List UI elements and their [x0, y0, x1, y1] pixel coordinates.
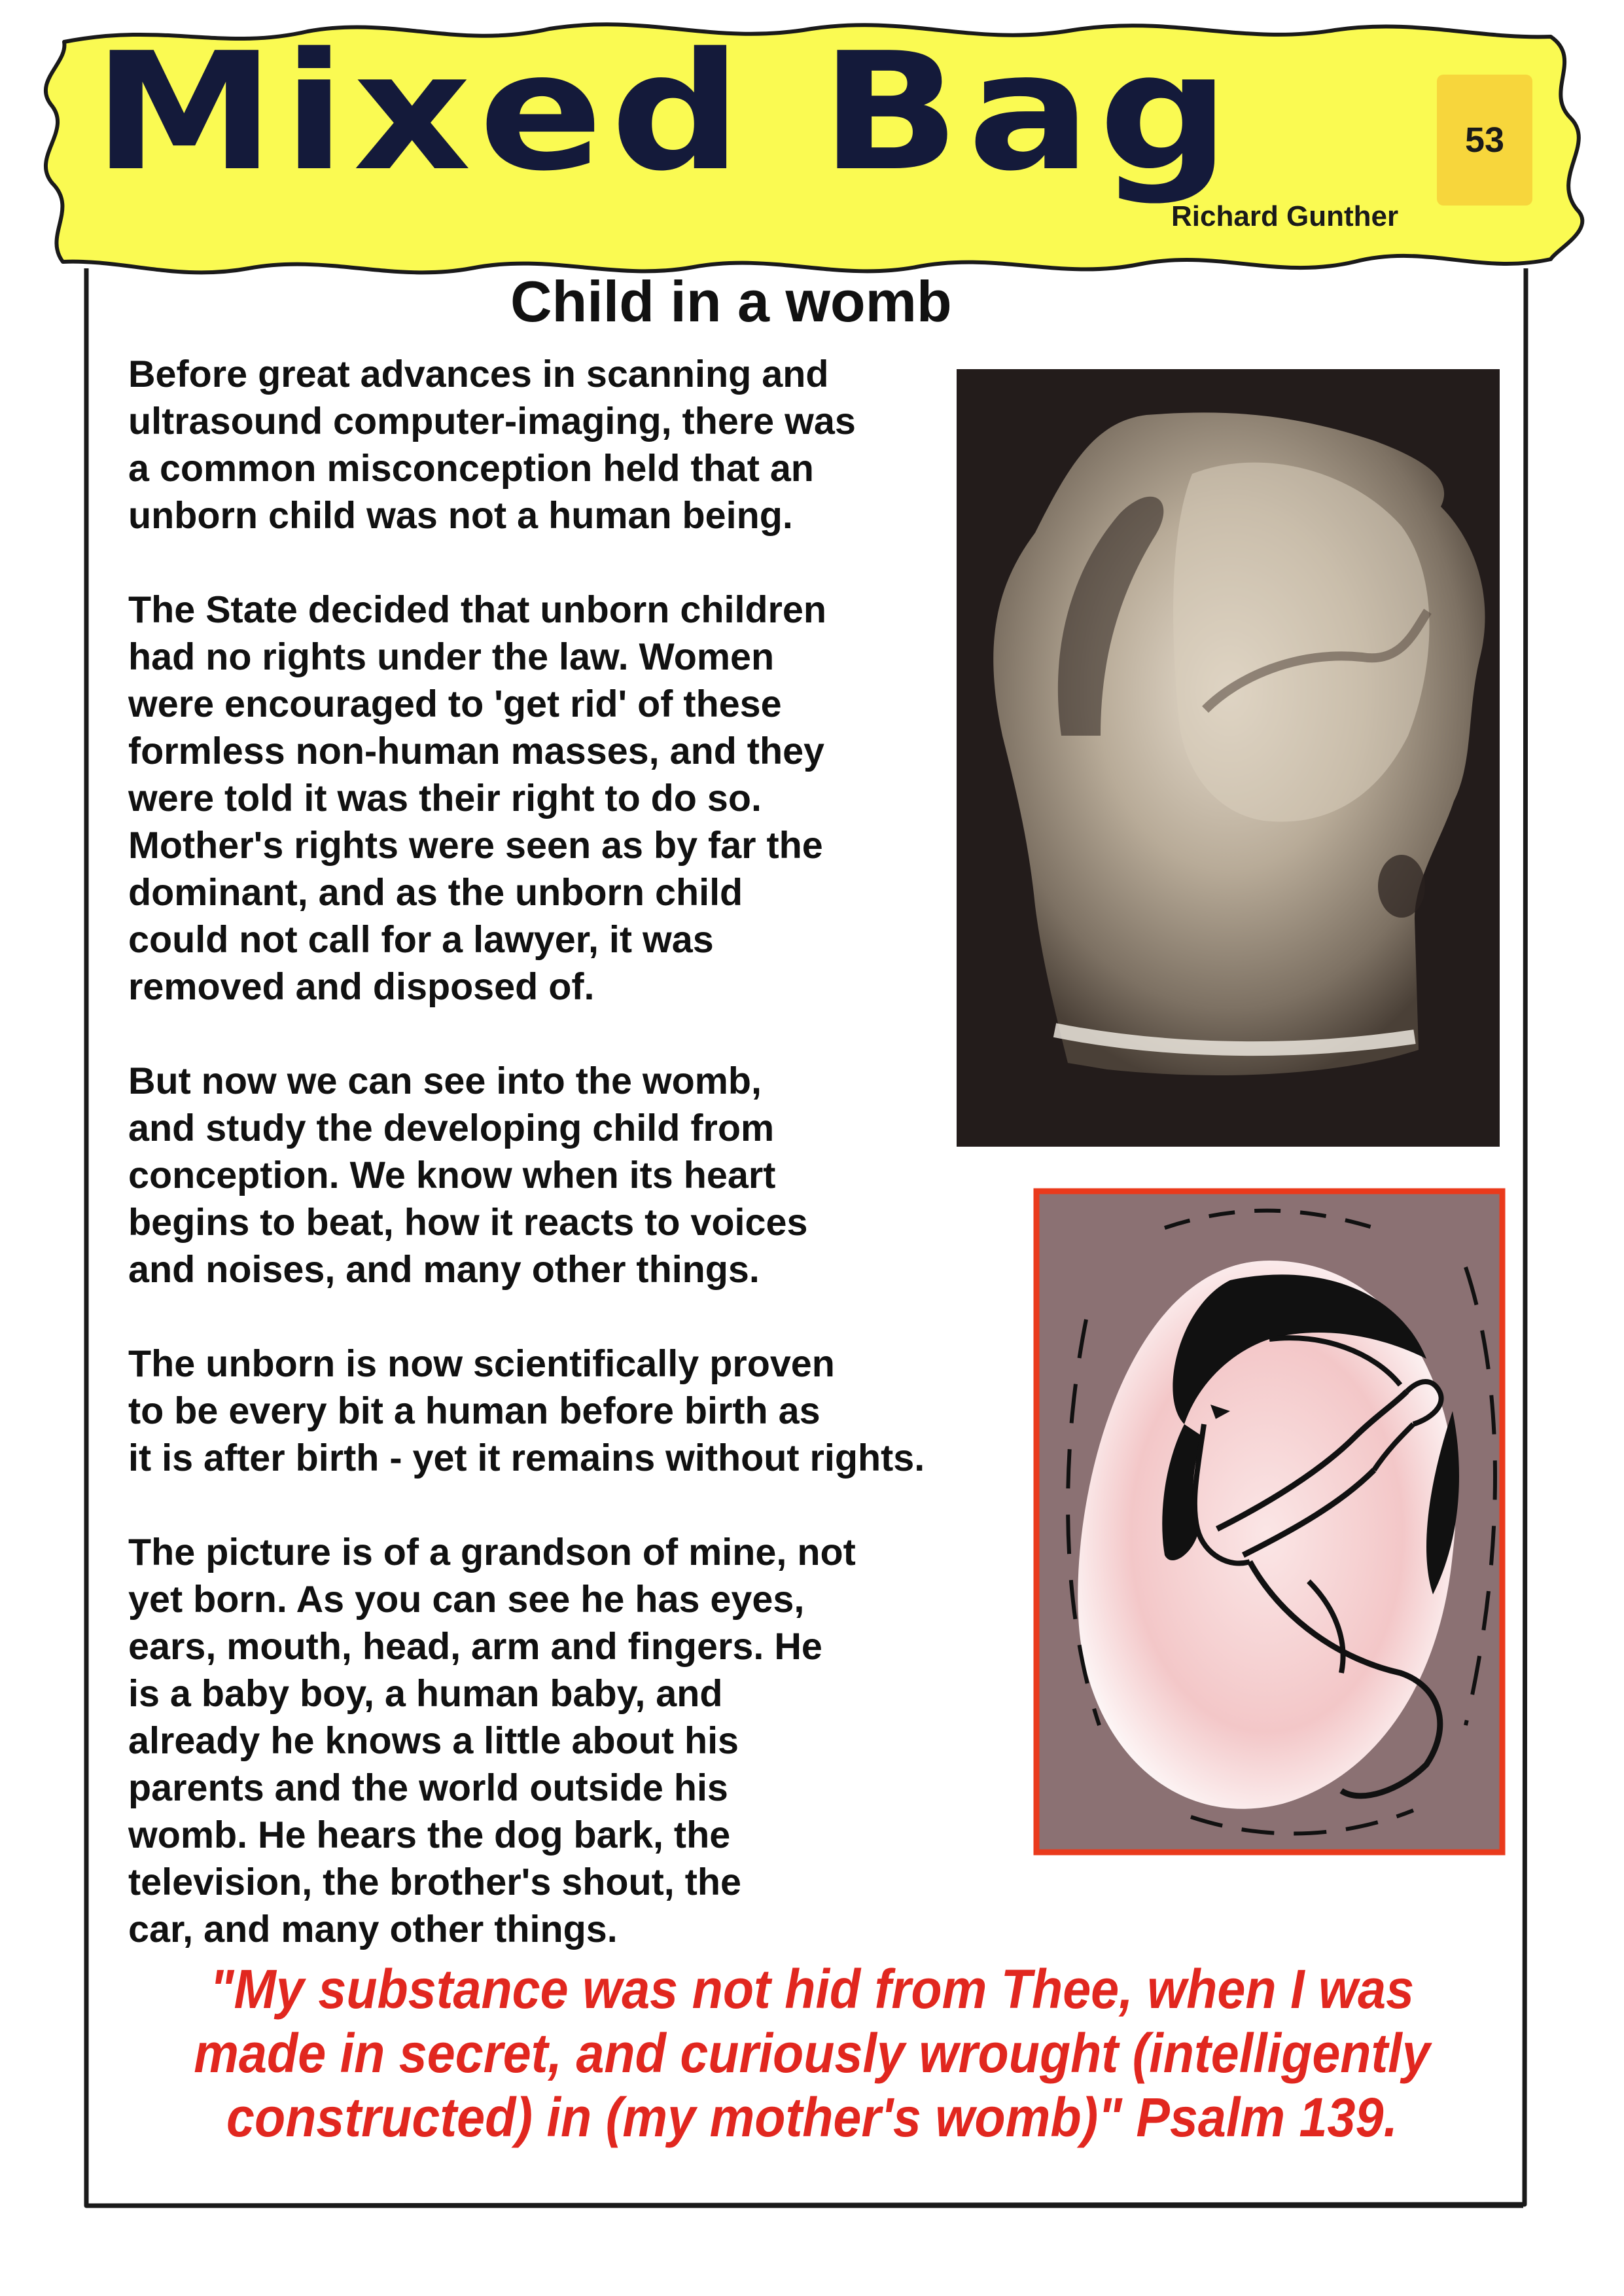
paragraph-3: But now we can see into the womb, and study the developing child from conception. We know when its heart begins to beat, how it reacts to voices and noises, and many other things.	[128, 1060, 808, 1291]
fetus-illustration	[1036, 1191, 1502, 1852]
paragraph-4: The unborn is now scientifically proven to be every bit a human before birth as it is after birth - yet it remains without rights.	[128, 1343, 925, 1479]
paragraph-5: The picture is of a grandson of mine, not yet born. As you can see he has eyes, ears, mouth, head, arm and fingers. He is a baby boy, a human baby, and already he knows a little about his parents and the world outside his womb. He hears the dog bark, the television, the brother's shout, the car, and many other things.	[128, 1532, 856, 1950]
psalm-quote: "My substance was not hid from Thee, when I was made in secret, and curiously wrought (intelligently constructed) in (my mother's womb)" Psalm 139.	[194, 1958, 1430, 2148]
magazine-title: Mixed Bag	[93, 18, 1237, 207]
paragraph-1: Before great advances in scanning and ultrasound computer-imaging, there was a common misconception held that an unborn child was not a human being.	[128, 353, 856, 537]
author-name: Richard Gunther	[1171, 200, 1399, 232]
article-headline: Child in a womb	[510, 269, 952, 334]
article-body	[128, 351, 1044, 2000]
paragraph-2: The State decided that unborn children had no rights under the law. Women were encouraged to 'get rid' of these formless non-human masses, and they were told it was their right to do so. Mother's rights were seen as by far the dominant, and as the unborn child could not call for a lawyer, it was removed and disposed of.	[128, 589, 827, 1008]
page-number: 53	[1464, 120, 1505, 160]
page-number-badge	[1437, 75, 1532, 206]
